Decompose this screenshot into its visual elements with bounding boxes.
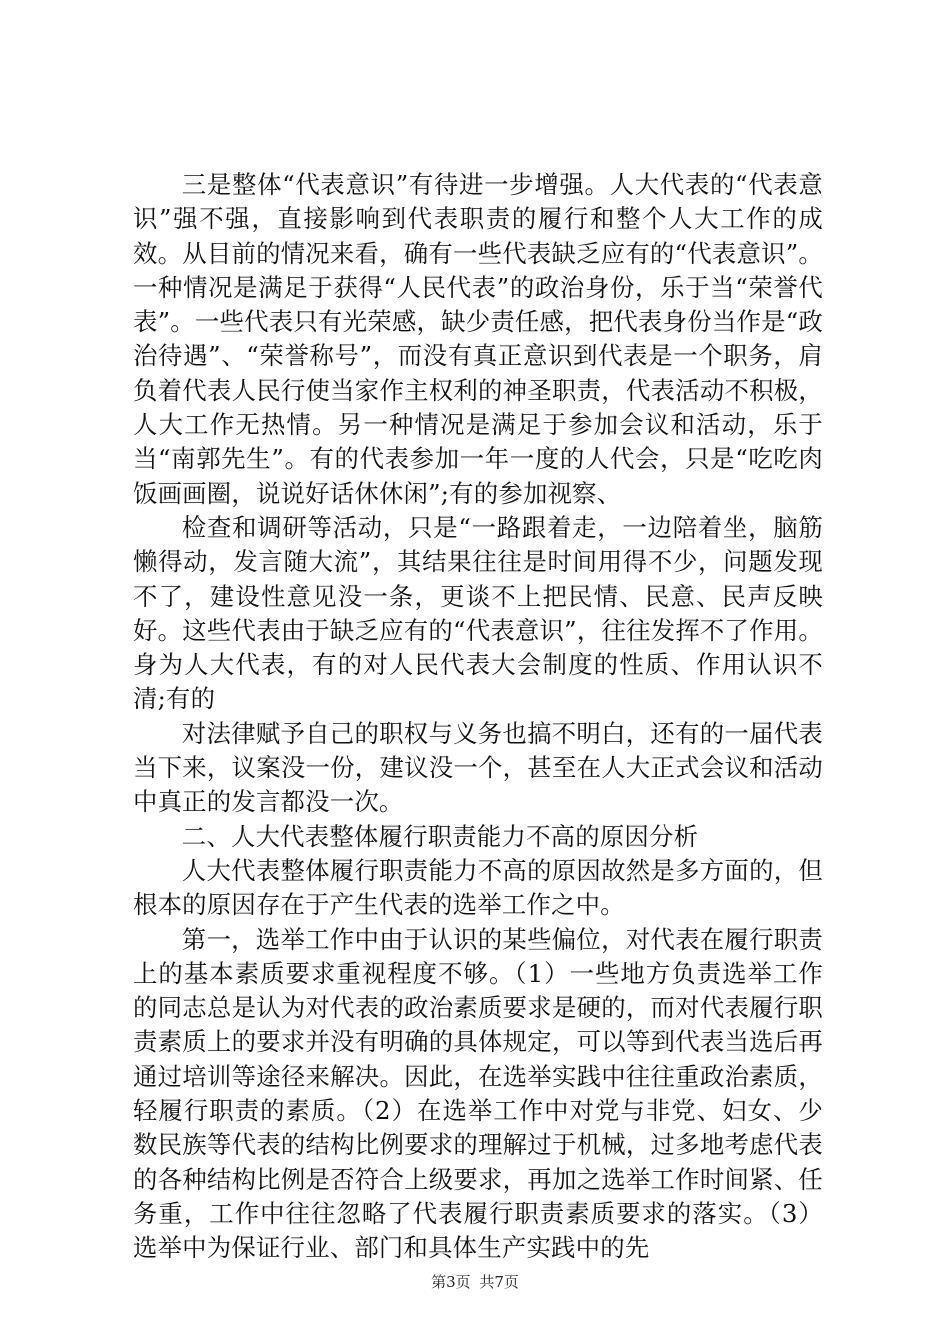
page-number: 第3页 xyxy=(431,1273,471,1291)
page-total: 共7页 xyxy=(479,1273,519,1291)
page-footer xyxy=(0,1272,950,1292)
paragraph: 检查和调研等活动，只是“一路跟着走，一边陪着坐，脑筋懒得动，发言随大流”，其结果往往是时间用得不少，问题发现不了，建设性意见没一条，更谈不上把民情、民意、民声反映好。这些代表由于缺乏应有的“代表意识”，往往发挥不了作用。身为人大代表，有的对人民代表大会制度的性质、作用认识不清;有的 xyxy=(133,512,823,714)
paragraph: 对法律赋予自己的职权与义务也搞不明白，还有的一届代表当下来，议案没一份，建议没一个，甚至在人大正式会议和活动中真正的发言都没一次。 xyxy=(133,718,823,817)
section-heading: 二、人大代表整体履行职责能力不高的原因分析 xyxy=(181,821,699,851)
paragraph: 第一，选举工作中由于认识的某些偏位，对代表在履行职责上的基本素质要求重视程度不够。（1）一些地方负责选举工作的同志总是认为对代表的政治素质要求是硬的，而对代表履行职责素质上的要求并没有明确的具体规定，可以等到代表当选后再通过培训等途径来解决。因此，在选举实践中往往重政治素质，轻履行职责的素质。（2）在选举工作中对党与非党、妇女、少数民族等代表的结构比例要求的理解过于机械，过多地考虑代表的各种结构比例是否符合上级要求，再加之选举工作时间紧、任务重，工作中往往忽略了代表履行职责素质要求的落实。（3）选举中为保证行业、部门和具体生产实践中的先 xyxy=(133,924,823,1263)
paragraph: 人大代表整体履行职责能力不高的原因故然是多方面的，但根本的原因存在于产生代表的选举工作之中。 xyxy=(133,855,823,920)
paragraph: 三是整体“代表意识”有待进一步增强。人大代表的“代表意识”强不强，直接影响到代表职责的履行和整个人大工作的成效。从目前的情况来看，确有一些代表缺乏应有的“代表意识”。一种情况是满足于获得“人民代表”的政治身份，乐于当“荣誉代表”。一些代表只有光荣感，缺少责任感，把代表身份当作是“政治待遇”、“荣誉称号”，而没有真正意识到代表是一个职务，肩负着代表人民行使当家作主权利的神圣职责，代表活动不积极，人大工作无热情。另一种情况是满足于参加会议和活动，乐于当“南郭先生”。有的代表参加一年一度的人代会，只是“吃吃肉饭画画圈，说说好话休休闲”;有的参加视察、 xyxy=(133,170,823,508)
document-body xyxy=(133,168,823,1266)
